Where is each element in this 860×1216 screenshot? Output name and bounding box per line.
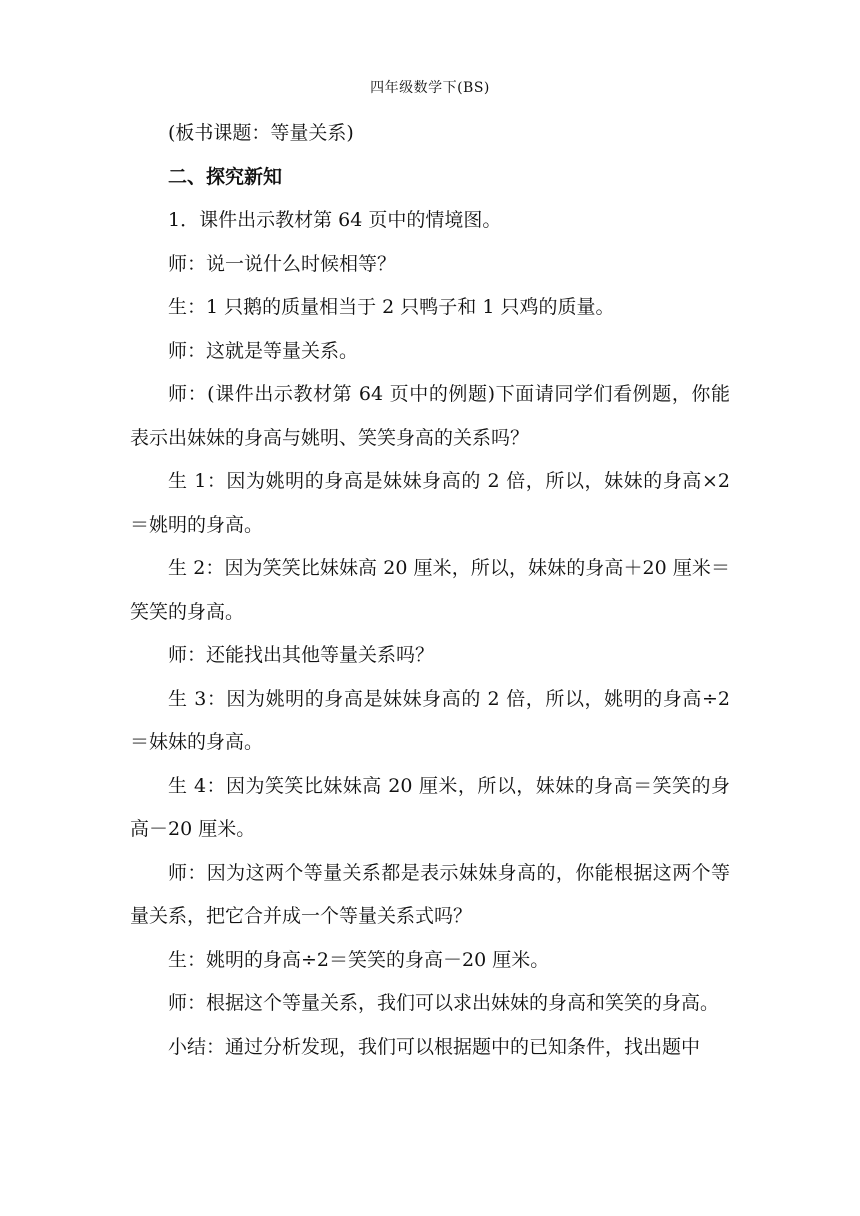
paragraph: 生 3：因为姚明的身高是妹妹身高的 2 倍，所以，姚明的身高÷2＝妹妹的身高。 bbox=[130, 687, 730, 753]
paragraph: 生 1：因为姚明的身高是妹妹身高的 2 倍，所以，妹妹的身高×2＝姚明的身高。 bbox=[130, 470, 730, 536]
paragraph: 师：根据这个等量关系，我们可以求出妹妹的身高和笑笑的身高。 bbox=[168, 992, 720, 1014]
lesson-content bbox=[130, 112, 730, 1069]
section-heading: 二、探究新知 bbox=[168, 165, 283, 188]
paragraph: 师：还能找出其他等量关系吗？ bbox=[168, 644, 435, 666]
paragraph: 1．课件出示教材第 64 页中的情境图。 bbox=[168, 209, 502, 231]
page-header: 四年级数学下(BS) bbox=[370, 80, 490, 96]
paragraph: 师：(课件出示教材第 64 页中的例题)下面请同学们看例题，你能表示出妹妹的身高与姚明、笑笑身高的关系吗？ bbox=[130, 383, 730, 449]
paragraph: 生：姚明的身高÷2＝笑笑的身高－20 厘米。 bbox=[168, 948, 550, 971]
paragraph: 生：1 只鹅的质量相当于 2 只鸭子和 1 只鸡的质量。 bbox=[168, 296, 615, 318]
paragraph: 师：这就是等量关系。 bbox=[168, 339, 359, 362]
paragraph: 生 2：因为笑笑比妹妹高 20 厘米，所以，妹妹的身高＋20 厘米＝笑笑的身高。 bbox=[130, 557, 730, 623]
paragraph: 小结：通过分析发现，我们可以根据题中的已知条件，找出题中 bbox=[168, 1035, 701, 1058]
paragraph: 师：说一说什么时候相等？ bbox=[168, 252, 397, 275]
paragraph: 生 4：因为笑笑比妹妹高 20 厘米，所以，妹妹的身高＝笑笑的身高－20 厘米。 bbox=[130, 774, 730, 840]
paragraph: 师：因为这两个等量关系都是表示妹妹身高的，你能根据这两个等量关系，把它合并成一个等量关系式吗？ bbox=[130, 861, 730, 927]
board-topic: (板书课题：等量关系) bbox=[168, 122, 354, 144]
